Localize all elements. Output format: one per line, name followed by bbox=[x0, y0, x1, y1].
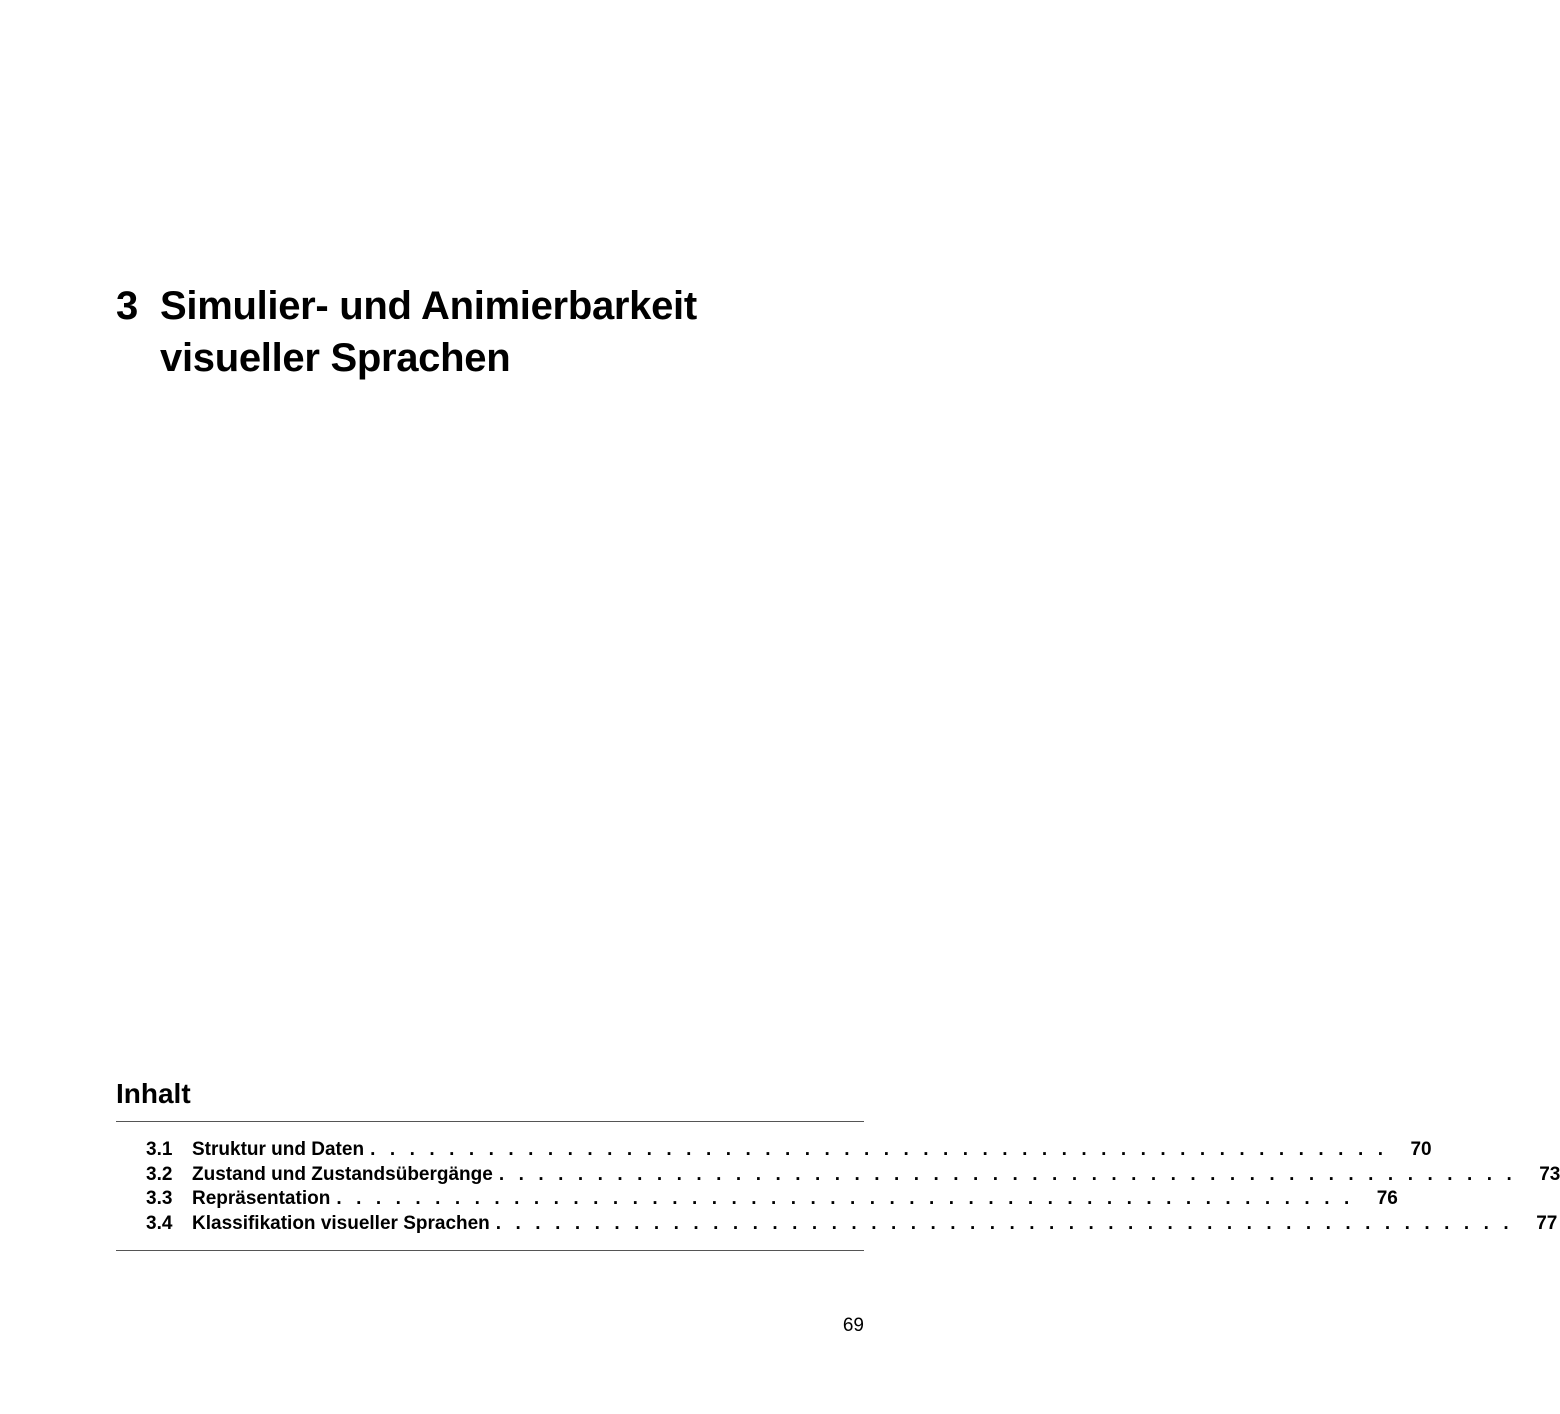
toc-entry-page: 70 bbox=[1410, 1139, 1432, 1160]
toc-entry-page: 76 bbox=[1376, 1188, 1398, 1209]
toc-dot-leader: . . . . . . . . . . . . . . . . . . . . . . . . . . . . . . . . . . . . . . . . . . . . . . . . . . . . bbox=[336, 1188, 1354, 1209]
table-of-contents bbox=[146, 1138, 1560, 1236]
toc-entry-number: 3.2 bbox=[146, 1163, 173, 1185]
toc-entry[interactable] bbox=[146, 1163, 1560, 1188]
toc-entry-title: Repräsentation bbox=[192, 1188, 331, 1209]
chapter-number: 3 bbox=[116, 284, 138, 328]
chapter-title bbox=[160, 280, 697, 384]
chapter-title-line-2: visueller Sprachen bbox=[160, 336, 511, 380]
chapter-title-line-1: Simulier- und Animierbarkeit bbox=[160, 284, 697, 328]
toc-dot-leader: . . . . . . . . . . . . . . . . . . . . . . . . . . . . . . . . . . . . . . . . . . . . . . . . . . . . bbox=[495, 1212, 1514, 1234]
contents-top-rule bbox=[116, 1121, 864, 1122]
toc-entry[interactable] bbox=[146, 1187, 1398, 1212]
toc-entry[interactable] bbox=[146, 1212, 1558, 1237]
toc-entry-number: 3.1 bbox=[146, 1139, 173, 1160]
toc-entry-number: 3.4 bbox=[146, 1212, 173, 1234]
toc-entry-page: 73 bbox=[1539, 1163, 1560, 1185]
contents-bottom-rule bbox=[116, 1250, 864, 1251]
toc-entry[interactable] bbox=[146, 1138, 1432, 1163]
toc-entry-number: 3.3 bbox=[146, 1188, 173, 1209]
toc-dot-leader: . . . . . . . . . . . . . . . . . . . . . . . . . . . . . . . . . . . . . . . . . . . . . . . . . . . . bbox=[370, 1139, 1388, 1160]
contents-title: Inhalt bbox=[116, 1078, 191, 1109]
toc-dot-leader: . . . . . . . . . . . . . . . . . . . . . . . . . . . . . . . . . . . . . . . . . . . . . . . . . . . . bbox=[498, 1163, 1517, 1185]
toc-entry-title: Struktur und Daten bbox=[192, 1139, 365, 1160]
page-number: 69 bbox=[842, 1315, 864, 1336]
toc-entry-page: 77 bbox=[1536, 1212, 1558, 1234]
chapter-heading bbox=[116, 280, 697, 384]
toc-entry-title: Klassifikation visueller Sprachen bbox=[192, 1212, 490, 1234]
toc-entry-title: Zustand und Zustandsübergänge bbox=[192, 1163, 493, 1185]
